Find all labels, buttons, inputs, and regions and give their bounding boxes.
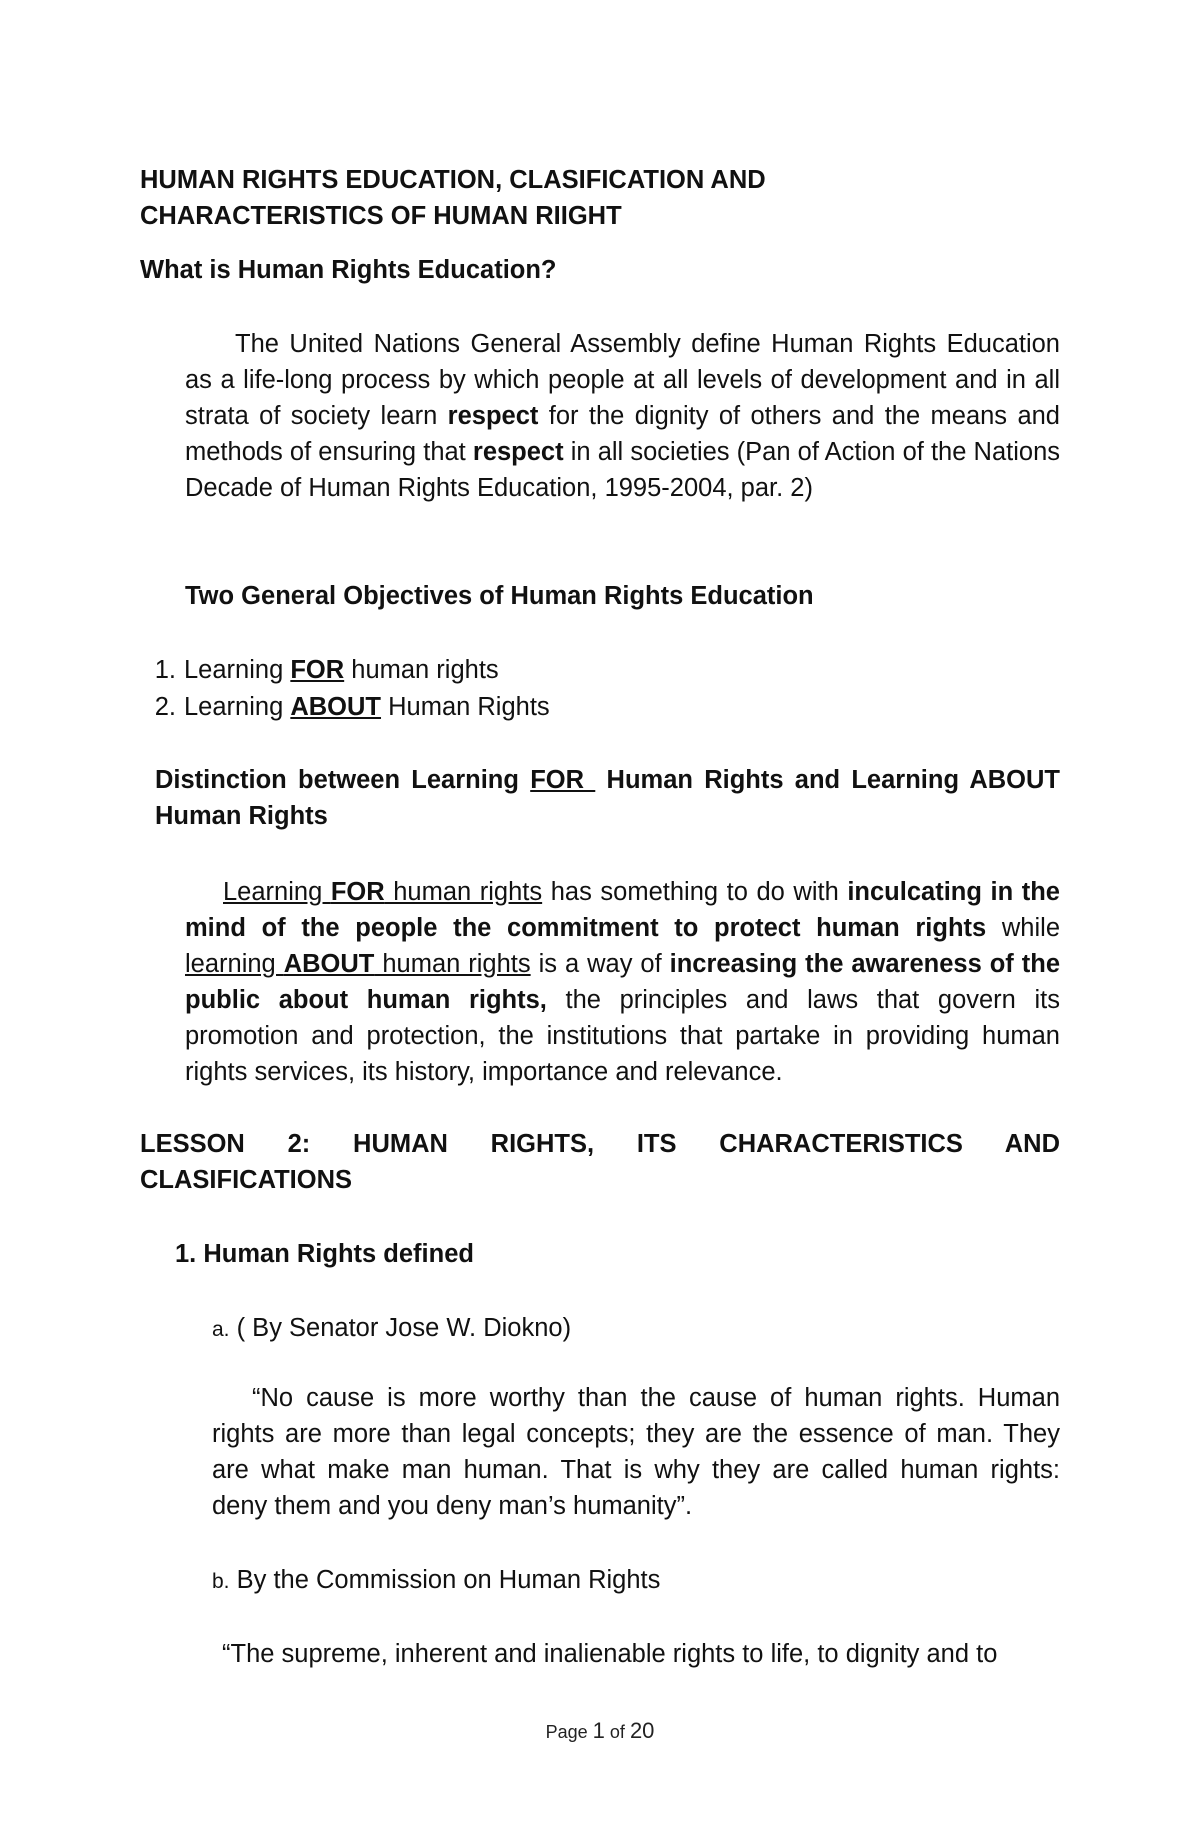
text-segment: Learning xyxy=(223,878,331,906)
heading-text: Human Rights and Learning ABOUT Human Rights xyxy=(155,766,1060,830)
text-segment: is a way of xyxy=(530,950,670,978)
item-letter: a. xyxy=(212,1318,230,1341)
underlined-phrase xyxy=(223,878,542,906)
page-word: Page xyxy=(545,1722,588,1742)
paragraph-definition xyxy=(185,326,1060,506)
underlined-phrase xyxy=(185,950,531,978)
page-number: 1 xyxy=(592,1718,605,1743)
list-text: Learning xyxy=(184,693,291,721)
keyword-for: FOR xyxy=(290,656,345,684)
emphasis-phrase: increasing the awareness of the public about human rights, xyxy=(185,950,1060,1014)
paragraph-distinction xyxy=(185,874,1060,1090)
list-item xyxy=(140,652,550,689)
item-text: ( By Senator Jose W. Diokno) xyxy=(236,1314,572,1342)
page-footer xyxy=(0,1718,1200,1744)
page-total: 20 xyxy=(629,1718,655,1743)
quote-commission: “The supreme, inherent and inalienable rights to life, to dignity and to xyxy=(222,1640,998,1668)
text-segment: human rights xyxy=(374,950,531,978)
question-heading: What is Human Rights Education? xyxy=(140,256,557,284)
list-text: Human Rights xyxy=(381,693,550,721)
emphasis-respect: respect xyxy=(472,438,564,466)
heading-text: Distinction between Learning xyxy=(155,766,531,794)
emphasis-respect: respect xyxy=(447,402,539,430)
section-heading xyxy=(175,1236,474,1272)
text-segment: while xyxy=(986,914,1060,942)
list-item xyxy=(140,689,550,726)
keyword-for: FOR xyxy=(530,766,596,794)
objectives-heading: Two General Objectives of Human Rights Education xyxy=(185,582,814,610)
text-segment: The United Nations General Assembly define Human Rights Education as a life-long process by which people at all levels of development and in all strata of society learn xyxy=(185,330,1060,430)
section-label: Human Rights defined xyxy=(203,1240,474,1268)
text-segment: in all societies (Pan of Action of the Nations Decade of Human Rights Education, 1995-2004, par. 2) xyxy=(185,438,1060,502)
distinction-heading xyxy=(155,762,1060,834)
text-segment: for the dignity of others and the means and methods of ensuring that xyxy=(185,402,1060,466)
text-segment: learning xyxy=(185,950,284,978)
definition-a-label xyxy=(212,1310,571,1348)
text-segment: human rights xyxy=(384,878,543,906)
objectives-list xyxy=(140,652,550,726)
text-segment: has something to do with xyxy=(542,878,848,906)
text-segment: the principles and laws that govern its promotion and protection, the institutions that partake in providing human rights services, its history, importance and relevance. xyxy=(185,986,1060,1086)
list-number: 1. xyxy=(154,656,176,684)
title-line-2: CHARACTERISTICS OF HUMAN RIIGHT xyxy=(140,202,622,230)
title-line-1: HUMAN RIGHTS EDUCATION, CLASIFICATION AND xyxy=(140,166,766,194)
emphasis-phrase: inculcating in the mind of the people the commitment to protect human rights xyxy=(185,878,1060,942)
document-title xyxy=(140,162,766,234)
item-letter: b. xyxy=(212,1570,230,1593)
definition-b-label xyxy=(212,1562,660,1600)
keyword-about: ABOUT xyxy=(290,693,382,721)
keyword-about: ABOUT xyxy=(283,950,375,978)
section-number: 1. xyxy=(175,1240,197,1268)
list-text: Learning xyxy=(184,656,291,684)
list-number: 2. xyxy=(154,693,176,721)
list-text: human rights xyxy=(344,656,499,684)
quote-diokno: “No cause is more worthy than the cause of human rights. Human rights are more than legal concepts; they are the essence of man. They are what make man human. That is why they are called human rights: deny them and you deny man’s humanity”. xyxy=(212,1384,1060,1520)
lesson-heading: LESSON 2: HUMAN RIGHTS, ITS CHARACTERISTICS AND CLASIFICATIONS xyxy=(140,1130,1060,1194)
keyword-for: FOR xyxy=(330,878,385,906)
of-word: of xyxy=(609,1722,625,1742)
item-text: By the Commission on Human Rights xyxy=(236,1566,661,1594)
